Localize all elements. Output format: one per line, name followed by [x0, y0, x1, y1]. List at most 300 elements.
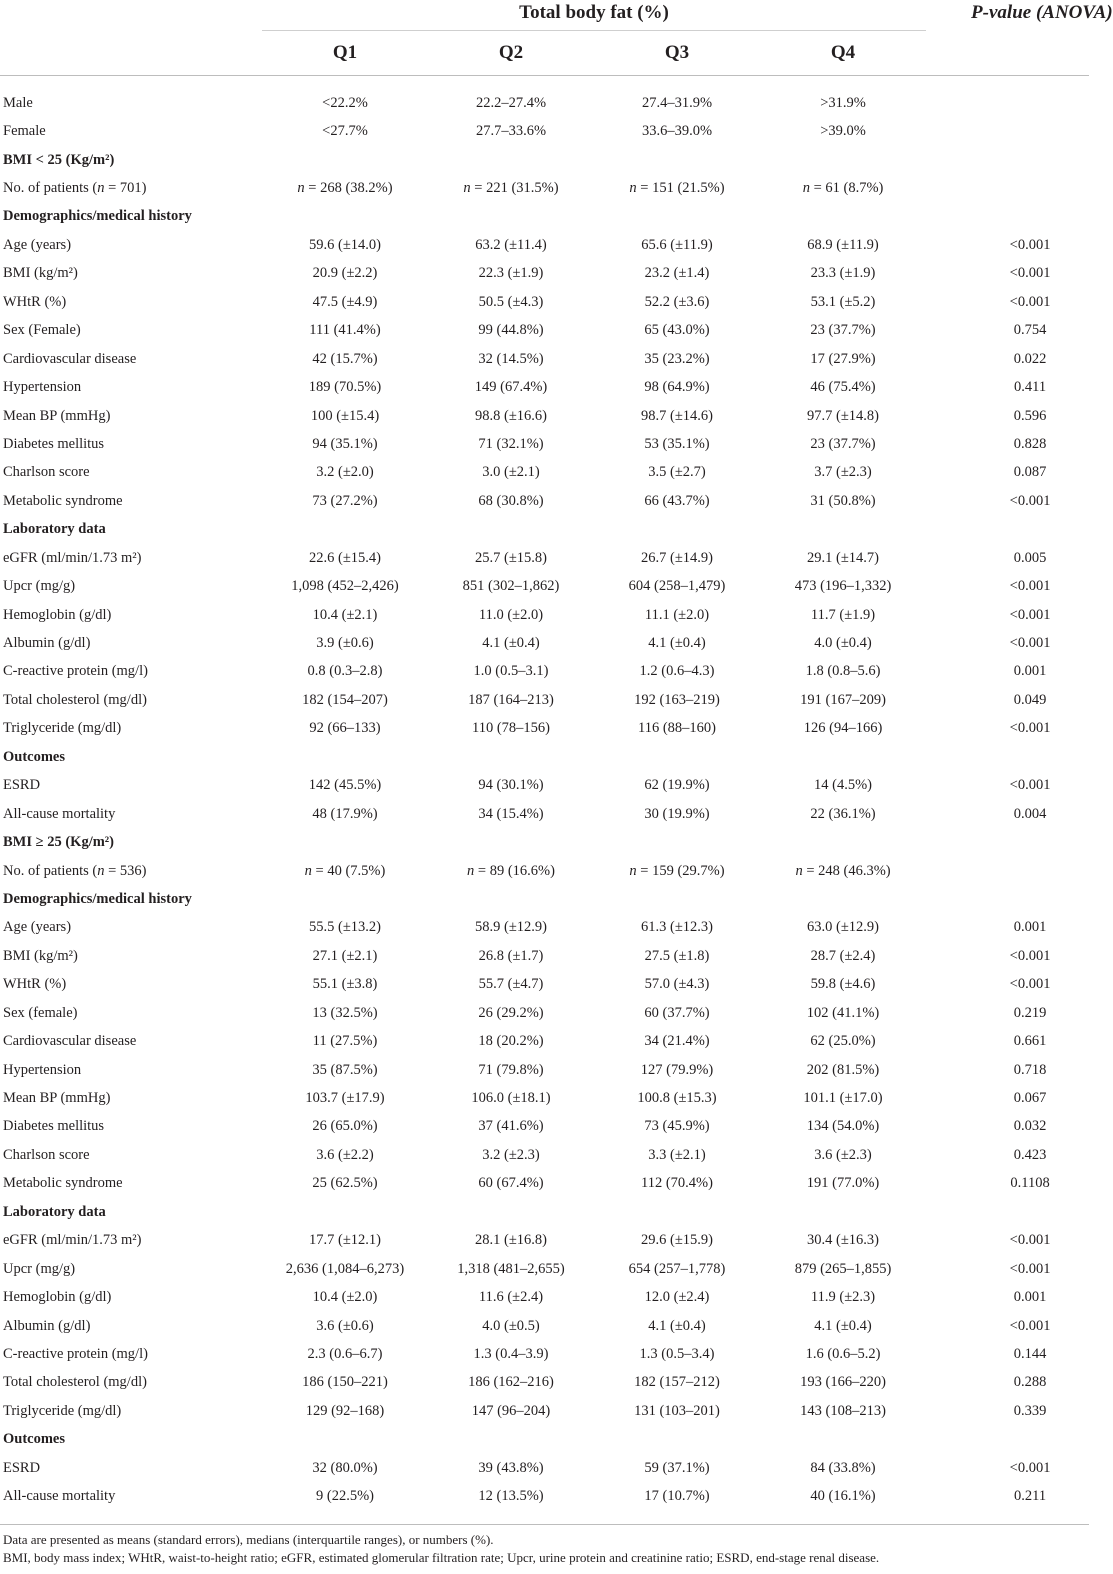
cell-q3: 23.2 (±1.4): [644, 265, 710, 282]
cell-p-value: <0.001: [1009, 947, 1051, 964]
cell-q3: 66 (43.7%): [644, 492, 710, 509]
cell-q1: 1,098 (452–2,426): [291, 578, 399, 595]
cell-p-value: 0.001: [1013, 919, 1047, 936]
row-label: Male: [3, 94, 33, 111]
cell-q3: 27.4–31.9%: [641, 94, 713, 111]
cell-p-value: 0.022: [1013, 350, 1047, 367]
header-row-quartiles: [0, 30, 1089, 75]
section-header-row: [0, 516, 1089, 544]
cell-q2: 22.2–27.4%: [475, 94, 547, 111]
table-body: [0, 89, 1089, 1511]
cell-q1: 13 (32.5%): [312, 1004, 378, 1021]
cell-q3: 33.6–39.0%: [641, 123, 713, 140]
quartile-header-q3: Q3: [664, 41, 690, 63]
table-row: [0, 402, 1089, 430]
table-row: [0, 572, 1089, 600]
section-header-row: [0, 1426, 1089, 1454]
cell-q1: 189 (70.5%): [308, 379, 382, 396]
table-row: [0, 601, 1089, 629]
cell-q4: 23 (37.7%): [810, 435, 876, 452]
cell-q4: 17 (27.9%): [810, 350, 876, 367]
cell-p-value: 0.219: [1013, 1004, 1047, 1021]
cell-q2: 26.8 (±1.7): [478, 947, 544, 964]
cell-q2: 68 (30.8%): [478, 492, 544, 509]
row-label: Total cholesterol (mg/dl): [3, 1374, 147, 1391]
cell-p-value: <0.001: [1009, 236, 1051, 253]
cell-p-value: 0.032: [1013, 1118, 1047, 1135]
cell-q3: 654 (257–1,778): [628, 1260, 726, 1277]
cell-p-value: 0.067: [1013, 1090, 1047, 1107]
row-label: Diabetes mellitus: [3, 1118, 105, 1135]
cell-q2: 63.2 (±11.4): [475, 236, 547, 253]
cell-q4: 63.0 (±12.9): [807, 919, 880, 936]
row-label: Triglyceride (mg/dl): [3, 1402, 122, 1419]
p-value-header: [926, 0, 1113, 30]
cell-q1: n = 268 (38.2%): [297, 180, 393, 197]
cell-q3: 65 (43.0%): [644, 322, 710, 339]
row-label: Metabolic syndrome: [3, 492, 123, 509]
cell-q1: 3.6 (±2.2): [316, 1146, 374, 1163]
cell-p-value: 0.661: [1013, 1033, 1047, 1050]
cell-q1: 59.6 (±14.0): [309, 236, 381, 253]
cell-q4: 143 (108–213): [800, 1402, 886, 1419]
quartile-header-q2: Q2: [498, 41, 524, 63]
table-row: [0, 1482, 1089, 1510]
cell-q3: 29.6 (±15.9): [641, 1232, 713, 1249]
cell-q3: 11.1 (±2.0): [644, 606, 710, 623]
group-header: [262, 0, 926, 30]
row-label: Age (years): [3, 236, 72, 253]
cell-q3: 34 (21.4%): [644, 1033, 710, 1050]
table-row: [0, 857, 1089, 885]
table-row: [0, 971, 1089, 999]
cell-q4: 28.7 (±2.4): [810, 947, 876, 964]
cell-q4: 23 (37.7%): [810, 322, 876, 339]
section-label: Laboratory data: [3, 1203, 106, 1220]
cell-q3: 57.0 (±4.3): [644, 976, 710, 993]
section-header-row: [0, 743, 1089, 771]
cell-q4: n = 61 (8.7%): [802, 180, 884, 197]
cell-q4: 3.6 (±2.3): [814, 1146, 872, 1163]
cell-q4: 3.7 (±2.3): [814, 464, 872, 481]
cell-q4: 191 (77.0%): [806, 1175, 880, 1192]
quartile-header-q4: Q4: [830, 41, 856, 63]
cell-q2: 99 (44.8%): [478, 322, 544, 339]
section-header-row: [0, 203, 1089, 231]
cell-p-value: 0.049: [1013, 691, 1047, 708]
cell-q4: 97.7 (±14.8): [807, 407, 880, 424]
row-label: BMI (kg/m²): [3, 947, 78, 964]
cell-q1: 186 (150–221): [302, 1374, 388, 1391]
section-label: BMI < 25 (Kg/m²): [3, 151, 115, 168]
cell-q1: 2.3 (0.6–6.7): [307, 1345, 383, 1362]
cell-q1: 55.1 (±3.8): [312, 976, 378, 993]
cell-p-value: <0.001: [1009, 1459, 1051, 1476]
cell-q4: 68.9 (±11.9): [807, 236, 879, 253]
row-label: Albumin (g/dl): [3, 1317, 91, 1334]
cell-p-value: 0.596: [1013, 407, 1047, 424]
cell-q4: n = 248 (46.3%): [795, 862, 891, 879]
cell-q2: 32 (14.5%): [478, 350, 544, 367]
cell-q4: 30.4 (±16.3): [807, 1232, 880, 1249]
cell-q1: 3.2 (±2.0): [316, 464, 374, 481]
cell-q4: 879 (265–1,855): [794, 1260, 892, 1277]
table-row: [0, 1397, 1089, 1425]
cell-p-value: <0.001: [1009, 293, 1051, 310]
section-header-row: [0, 828, 1089, 856]
section-label: Demographics/medical history: [3, 890, 192, 907]
row-label: ESRD: [3, 1459, 41, 1476]
cell-q1: 26 (65.0%): [312, 1118, 378, 1135]
cell-q2: 12 (13.5%): [478, 1488, 544, 1505]
cell-q3: 35 (23.2%): [644, 350, 710, 367]
cell-q3: 131 (103–201): [634, 1402, 720, 1419]
cell-q1: 55.5 (±13.2): [309, 919, 381, 936]
table-row: [0, 1227, 1089, 1255]
cell-q4: 473 (196–1,332): [794, 578, 892, 595]
cell-p-value: 0.004: [1013, 805, 1047, 822]
cell-q4: 1.6 (0.6–5.2): [805, 1345, 881, 1362]
table-row: [0, 544, 1089, 572]
cell-q3: 12.0 (±2.4): [644, 1289, 710, 1306]
table-row: [0, 317, 1089, 345]
row-label: Metabolic syndrome: [3, 1175, 123, 1192]
cell-p-value: 0.288: [1013, 1374, 1047, 1391]
cell-q4: 101.1 (±17.0): [803, 1090, 883, 1107]
cell-q1: n = 40 (7.5%): [304, 862, 386, 879]
cell-q4: 46 (75.4%): [810, 379, 876, 396]
cell-q1: 111 (41.4%): [309, 322, 381, 339]
cell-q1: 22.6 (±15.4): [309, 549, 381, 566]
cell-q1: 129 (92–168): [305, 1402, 385, 1419]
cell-q2: 186 (162–216): [468, 1374, 554, 1391]
cell-q4: 31 (50.8%): [810, 492, 876, 509]
cell-q2: n = 89 (16.6%): [467, 862, 555, 879]
cell-q2: 55.7 (±4.7): [478, 976, 544, 993]
cell-q3: 182 (157–212): [634, 1374, 720, 1391]
cell-q3: 100.8 (±15.3): [637, 1090, 717, 1107]
cell-q1: 20.9 (±2.2): [312, 265, 378, 282]
cell-q2: 149 (67.4%): [474, 379, 548, 396]
table-row: [0, 1283, 1089, 1311]
cell-q3: 4.1 (±0.4): [648, 1317, 706, 1334]
row-label: ESRD: [3, 777, 41, 794]
row-label: No. of patients (n = 536): [3, 862, 147, 879]
row-label: Total cholesterol (mg/dl): [3, 691, 147, 708]
cell-p-value: <0.001: [1009, 635, 1051, 652]
cell-q1: 35 (87.5%): [312, 1061, 378, 1078]
group-header-title: Total body fat (%): [519, 2, 669, 23]
row-label: Cardiovascular disease: [3, 350, 137, 367]
row-label: Female: [3, 123, 46, 140]
cell-q2: 1.0 (0.5–3.1): [473, 663, 549, 680]
table-row: [0, 1340, 1089, 1368]
cell-q3: 60 (37.7%): [644, 1004, 710, 1021]
cell-q3: 59 (37.1%): [644, 1459, 710, 1476]
cell-q2: 11.0 (±2.0): [478, 606, 544, 623]
row-label: Sex (Female): [3, 322, 81, 339]
cell-q1: 0.8 (0.3–2.8): [307, 663, 383, 680]
table-row: [0, 629, 1089, 657]
row-label: Upcr (mg/g): [3, 578, 76, 595]
cell-q4: 59.8 (±4.6): [810, 976, 876, 993]
cell-q4: 11.9 (±2.3): [810, 1289, 876, 1306]
cell-q4: 134 (54.0%): [806, 1118, 880, 1135]
cell-p-value: 0.211: [1014, 1488, 1047, 1505]
row-label: Cardiovascular disease: [3, 1033, 137, 1050]
cell-q4: 4.0 (±0.4): [814, 635, 872, 652]
row-label: eGFR (ml/min/1.73 m²): [3, 1232, 142, 1249]
table-row: [0, 1369, 1089, 1397]
cell-q3: 98 (64.9%): [644, 379, 710, 396]
cell-q1: 103.7 (±17.9): [305, 1090, 385, 1107]
cell-q4: 53.1 (±5.2): [810, 293, 876, 310]
cell-q2: 27.7–33.6%: [475, 123, 547, 140]
cell-q3: 27.5 (±1.8): [644, 947, 710, 964]
row-label: Charlson score: [3, 464, 90, 481]
table-row: [0, 117, 1089, 145]
row-label: Hemoglobin (g/dl): [3, 606, 112, 623]
cell-q2: n = 221 (31.5%): [463, 180, 559, 197]
cell-q3: 26.7 (±14.9): [641, 549, 713, 566]
cell-q4: 191 (167–209): [800, 691, 886, 708]
cell-q1: 182 (154–207): [302, 691, 388, 708]
cell-q4: 4.1 (±0.4): [814, 1317, 872, 1334]
footnote-abbreviations: BMI, body mass index; WHtR, waist-to-height ratio; eGFR, estimated glomerular filtration rate; Upcr, urine protein and creatinine ratio; ESRD, end-stage renal disease.: [3, 1550, 880, 1565]
table-row: [0, 715, 1089, 743]
table-row: [0, 1255, 1089, 1283]
cell-q4: 22 (36.1%): [810, 805, 876, 822]
table-row: [0, 487, 1089, 515]
row-label: Mean BP (mmHg): [3, 407, 111, 424]
row-label: Albumin (g/dl): [3, 635, 91, 652]
cell-q1: 47.5 (±4.9): [312, 293, 378, 310]
quartile-header-q1: Q1: [332, 41, 358, 63]
cell-p-value: <0.001: [1009, 1260, 1051, 1277]
cell-q1: 9 (22.5%): [316, 1488, 374, 1505]
table-row: [0, 772, 1089, 800]
row-label: No. of patients (n = 701): [3, 180, 147, 197]
cell-q3: 127 (79.9%): [640, 1061, 714, 1078]
cell-q1: 27.1 (±2.1): [312, 947, 378, 964]
cell-q1: 17.7 (±12.1): [309, 1232, 381, 1249]
cell-q2: 187 (164–213): [468, 691, 554, 708]
cell-p-value: <0.001: [1009, 492, 1051, 509]
cell-q4: 193 (166–220): [800, 1374, 886, 1391]
cell-q1: 32 (80.0%): [312, 1459, 378, 1476]
row-label: Sex (female): [3, 1004, 78, 1021]
row-label: Hemoglobin (g/dl): [3, 1289, 112, 1306]
cell-q3: 112 (70.4%): [641, 1175, 713, 1192]
row-label: Mean BP (mmHg): [3, 1090, 111, 1107]
table-row: [0, 459, 1089, 487]
cell-q2: 50.5 (±4.3): [478, 293, 544, 310]
cell-q1: 25 (62.5%): [312, 1175, 378, 1192]
section-label: Demographics/medical history: [3, 208, 192, 225]
table-row: [0, 288, 1089, 316]
table-row: [0, 373, 1089, 401]
cell-q2: 11.6 (±2.4): [478, 1289, 544, 1306]
cell-q2: 39 (43.8%): [478, 1459, 544, 1476]
table-row: [0, 914, 1089, 942]
cell-p-value: 0.087: [1013, 464, 1047, 481]
section-header-row: [0, 885, 1089, 913]
cell-p-value: 0.1108: [1010, 1175, 1050, 1192]
cell-q3: n = 151 (21.5%): [629, 180, 725, 197]
cell-q2: 71 (79.8%): [478, 1061, 544, 1078]
table-row: [0, 174, 1089, 202]
cell-q3: 116 (88–160): [638, 720, 716, 737]
cell-q2: 1,318 (481–2,655): [457, 1260, 565, 1277]
table-row: [0, 1056, 1089, 1084]
cell-q1: <22.2%: [322, 94, 368, 111]
cell-q2: 4.1 (±0.4): [482, 635, 540, 652]
row-label: Age (years): [3, 919, 72, 936]
row-label: All-cause mortality: [3, 1488, 116, 1505]
footnote-data-presentation: Data are presented as means (standard errors), medians (interquartile ranges), or numbers (%).: [3, 1532, 494, 1547]
cell-q4: 62 (25.0%): [810, 1033, 876, 1050]
row-label: Hypertension: [3, 379, 82, 396]
cell-q4: >39.0%: [820, 123, 866, 140]
table-row: [0, 1027, 1089, 1055]
row-label: WHtR (%): [3, 293, 67, 310]
cell-q1: 142 (45.5%): [308, 777, 382, 794]
cell-q4: 126 (94–166): [803, 720, 883, 737]
cell-q2: 58.9 (±12.9): [475, 919, 547, 936]
row-label: Charlson score: [3, 1146, 90, 1163]
cell-q4: 23.3 (±1.9): [810, 265, 876, 282]
cell-q2: 28.1 (±16.8): [475, 1232, 547, 1249]
cell-p-value: 0.754: [1013, 322, 1047, 339]
row-label: Diabetes mellitus: [3, 435, 105, 452]
row-label: eGFR (ml/min/1.73 m²): [3, 549, 142, 566]
cell-q1: 92 (66–133): [309, 720, 381, 737]
cell-q1: 73 (27.2%): [312, 492, 378, 509]
cell-p-value: 0.001: [1013, 663, 1047, 680]
cell-q3: 52.2 (±3.6): [644, 293, 710, 310]
cell-q2: 94 (30.1%): [478, 777, 544, 794]
cell-q2: 106.0 (±18.1): [471, 1090, 551, 1107]
cell-p-value: <0.001: [1009, 777, 1051, 794]
cell-q3: n = 159 (29.7%): [629, 862, 725, 879]
cell-q2: 98.8 (±16.6): [475, 407, 547, 424]
table-row: [0, 430, 1089, 458]
cell-q1: 100 (±15.4): [310, 407, 380, 424]
cell-q1: 48 (17.9%): [312, 805, 378, 822]
table-row: [0, 800, 1089, 828]
cell-p-value: 0.339: [1013, 1402, 1047, 1419]
section-label: Laboratory data: [3, 521, 106, 538]
cell-q2: 3.0 (±2.1): [482, 464, 540, 481]
row-label: All-cause mortality: [3, 805, 116, 822]
cell-q1: 11 (27.5%): [312, 1033, 378, 1050]
cell-q3: 604 (258–1,479): [628, 578, 726, 595]
cell-q1: 94 (35.1%): [312, 435, 378, 452]
cell-q2: 60 (67.4%): [478, 1175, 544, 1192]
cell-p-value: 0.005: [1013, 549, 1047, 566]
table-row: [0, 942, 1089, 970]
table-row: [0, 1113, 1089, 1141]
cell-q2: 37 (41.6%): [478, 1118, 544, 1135]
cell-q3: 17 (10.7%): [644, 1488, 710, 1505]
cell-p-value: <0.001: [1009, 606, 1051, 623]
row-label: C-reactive protein (mg/l): [3, 663, 148, 680]
cell-q1: 42 (15.7%): [312, 350, 378, 367]
cell-q2: 1.3 (0.4–3.9): [473, 1345, 549, 1362]
section-label: Outcomes: [3, 748, 66, 765]
row-label: WHtR (%): [3, 976, 67, 993]
cell-q2: 147 (96–204): [471, 1402, 551, 1419]
table-row: [0, 1170, 1089, 1198]
cell-q3: 192 (163–219): [634, 691, 720, 708]
section-label: BMI ≥ 25 (Kg/m²): [3, 834, 114, 851]
cell-q2: 4.0 (±0.5): [482, 1317, 540, 1334]
cell-q4: 102 (41.1%): [806, 1004, 880, 1021]
cell-p-value: <0.001: [1009, 578, 1051, 595]
cell-p-value: <0.001: [1009, 1232, 1051, 1249]
cell-q3: 30 (19.9%): [644, 805, 710, 822]
cell-q4: 84 (33.8%): [810, 1459, 876, 1476]
section-header-row: [0, 146, 1089, 174]
cell-q4: 202 (81.5%): [806, 1061, 880, 1078]
table-row: [0, 686, 1089, 714]
table-row: [0, 89, 1089, 117]
cell-q2: 34 (15.4%): [478, 805, 544, 822]
cell-q3: 1.3 (0.5–3.4): [639, 1345, 715, 1362]
cell-q3: 61.3 (±12.3): [641, 919, 713, 936]
p-value-header-title: P-value (ANOVA): [971, 2, 1113, 23]
cell-p-value: 0.423: [1013, 1146, 1047, 1163]
cell-p-value: 0.718: [1013, 1061, 1047, 1078]
table-row: [0, 231, 1089, 259]
cell-q4: 11.7 (±1.9): [810, 606, 876, 623]
cell-q2: 851 (302–1,862): [462, 578, 560, 595]
cell-p-value: 0.411: [1014, 379, 1047, 396]
cell-q3: 98.7 (±14.6): [641, 407, 713, 424]
footnotes: [3, 1531, 879, 1567]
table-row: [0, 1084, 1089, 1112]
table-row: [0, 260, 1089, 288]
cell-q1: 3.9 (±0.6): [316, 635, 374, 652]
table-row: [0, 999, 1089, 1027]
cell-p-value: [926, 89, 1089, 117]
cell-q4: 29.1 (±14.7): [807, 549, 880, 566]
cell-p-value: [926, 117, 1089, 145]
row-label: Upcr (mg/g): [3, 1260, 76, 1277]
cell-q1: 10.4 (±2.0): [312, 1289, 378, 1306]
cell-p-value: 0.144: [1013, 1345, 1047, 1362]
header-blank: [0, 0, 262, 30]
cell-q3: 62 (19.9%): [644, 777, 710, 794]
cell-p-value: <0.001: [1009, 265, 1051, 282]
cell-q3: 53 (35.1%): [644, 435, 710, 452]
header-row-group: [0, 0, 1089, 30]
row-label: C-reactive protein (mg/l): [3, 1345, 148, 1362]
row-label: Hypertension: [3, 1061, 82, 1078]
table-row: [0, 345, 1089, 373]
cell-q2: 3.2 (±2.3): [482, 1146, 540, 1163]
cell-q2: 25.7 (±15.8): [475, 549, 547, 566]
cell-q4: 14 (4.5%): [814, 777, 873, 794]
cell-q2: 18 (20.2%): [478, 1033, 544, 1050]
cell-q2: 22.3 (±1.9): [478, 265, 544, 282]
cell-p-value: <0.001: [1009, 1317, 1051, 1334]
cell-q4: >31.9%: [820, 94, 866, 111]
cell-p-value: [926, 857, 1089, 885]
cell-p-value: [926, 174, 1089, 202]
cell-q1: 2,636 (1,084–6,273): [285, 1260, 405, 1277]
cell-p-value: 0.001: [1013, 1289, 1047, 1306]
